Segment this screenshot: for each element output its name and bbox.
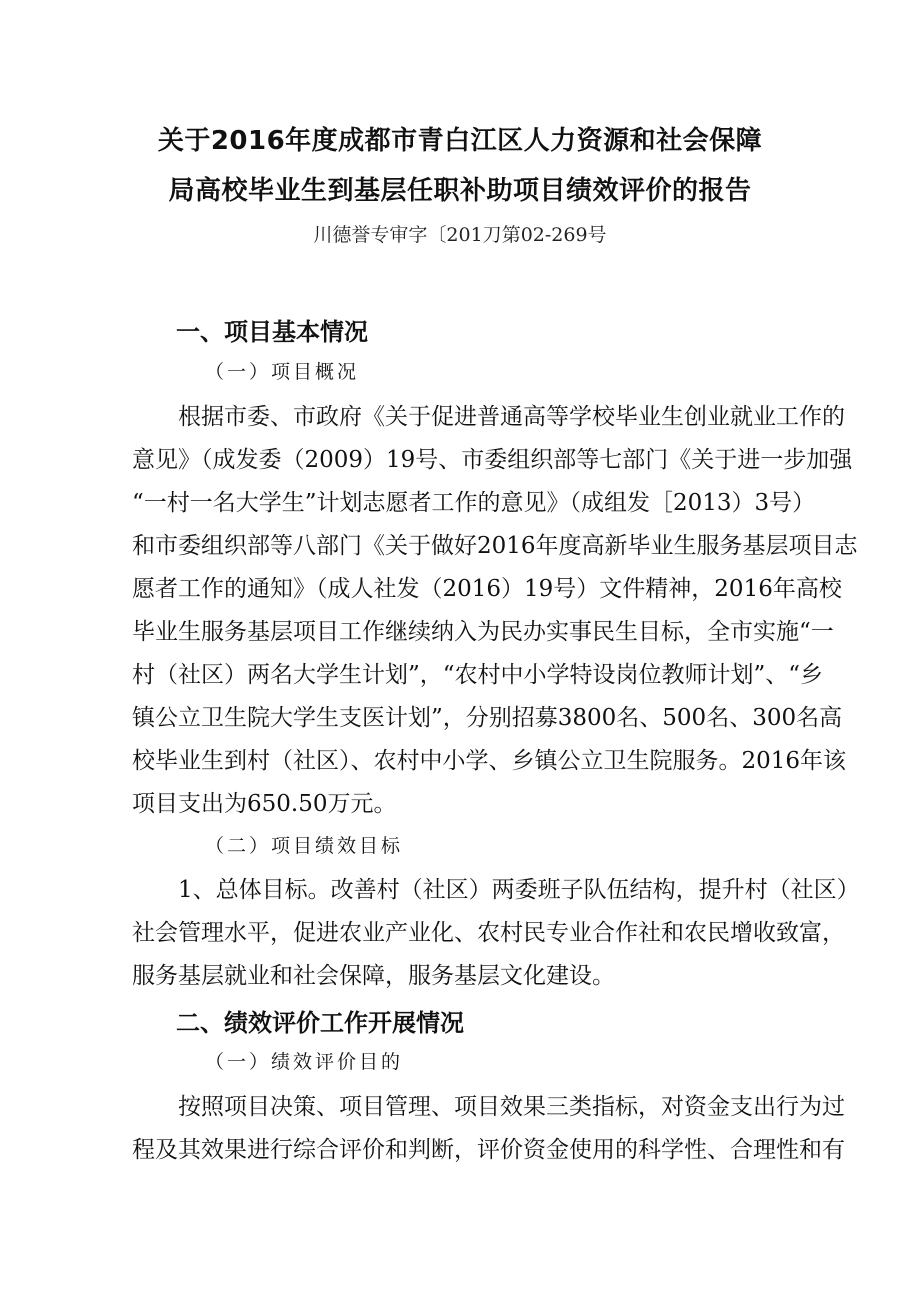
paragraph-line: 服务基层就业和社会保障，服务基层文化建设。 xyxy=(132,963,615,989)
subsection-heading-1-2: （二）项目绩效目标 xyxy=(205,835,404,857)
paragraph-line: 村（社区）两名大学生计划”，“农村中小学特设岗位教师计划”、“乡 xyxy=(132,662,824,688)
paragraph-line: 程及其效果进行综合评价和判断，评价资金使用的科学性、合理性和有 xyxy=(132,1137,845,1163)
document-number: 川德誉专审字〔201刀第02-269号 xyxy=(313,224,607,246)
subsection-heading-1-1: （一）项目概况 xyxy=(205,361,360,383)
subsection-heading-2-1: （一）绩效评价目的 xyxy=(205,1051,404,1073)
paragraph-line: 镇公立卫生院大学生支医计划”，分别招募3800名、500名、300名高 xyxy=(132,705,843,731)
paragraph-line: 项目支出为650.50万元。 xyxy=(132,791,397,817)
paragraph-line: 社会管理水平，促进农业产业化、农村民专业合作社和农民增收致富， xyxy=(132,920,845,946)
section-heading-1: 一、项目基本情况 xyxy=(176,318,368,346)
title-line-2: 局高校毕业生到基层任职补助项目绩效评价的报告 xyxy=(168,176,752,206)
title-line-1: 关于2016年度成都市青白江区人力资源和社会保障 xyxy=(157,126,763,156)
paragraph-line: 和市委组织部等八部门《关于做好2016年度高新毕业生服务基层项目志 xyxy=(132,533,858,559)
paragraph-line: 毕业生服务基层项目工作继续纳入为民办实事民生目标，全市实施“一 xyxy=(132,619,834,645)
paragraph-line: 根据市委、市政府《关于促进普通高等学校毕业生创业就业工作的 xyxy=(178,404,845,430)
paragraph-line: “一村一名大学生”计划志愿者工作的意见》（成组发［2013）3号） xyxy=(132,490,816,516)
paragraph-line: 校毕业生到村（社区）、农村中小学、乡镇公立卫生院服务。2016年该 xyxy=(132,748,847,774)
paragraph-line: 愿者工作的通知》（成人社发（2016）19号）文件精神，2016年高校 xyxy=(132,576,842,602)
paragraph-line: 意见》（成发委（2009）19号、市委组织部等七部门《关于进一步加强 xyxy=(132,447,853,473)
section-heading-2: 二、绩效评价工作开展情况 xyxy=(176,1009,464,1037)
paragraph-line: 1、总体目标。改善村（社区）两委班子队伍结构，提升村（社区） xyxy=(178,877,860,903)
paragraph-line: 按照项目决策、项目管理、项目效果三类指标，对资金支出行为过 xyxy=(178,1094,845,1120)
